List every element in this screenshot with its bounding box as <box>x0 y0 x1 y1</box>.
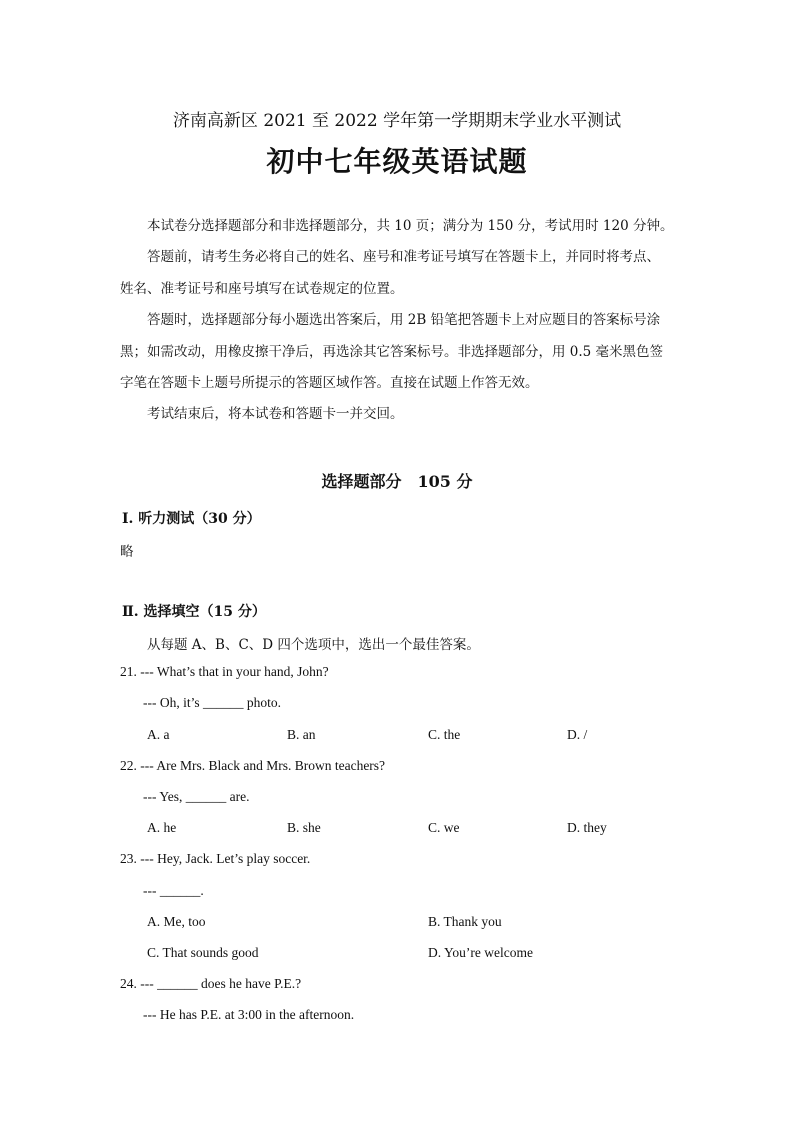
part2-heading: Ⅱ. 选择填空（15 分） <box>122 604 266 620</box>
part1-content: 略 <box>120 544 134 560</box>
question-prompt: 23. --- Hey, Jack. Let’s play soccer. <box>120 851 311 866</box>
option-a: A. Me, too <box>147 914 206 929</box>
option-b: B. she <box>287 820 321 835</box>
option-c: C. the <box>428 727 461 742</box>
question-prompt: 24. --- ______ does he have P.E.? <box>120 976 302 991</box>
exam-subtitle: 济南高新区 2021 至 2022 学年第一学期期末学业水平测试 <box>172 111 622 131</box>
instruction-line: 黑；如需改动，用橡皮擦干净后，再选涂其它答案标号。非选择题部分，用 0.5 毫米黑色签 <box>120 344 664 360</box>
question-response: --- Oh, it’s ______ photo. <box>143 695 281 710</box>
instruction-line: 答题时，选择题部分每小题选出答案后，用 2B 铅笔把答题卡上对应题目的答案标号涂 <box>147 312 661 328</box>
option-d: D. You’re welcome <box>428 945 533 960</box>
instruction-line: 字笔在答题卡上题号所提示的答题区域作答。直接在试题上作答无效。 <box>120 375 539 391</box>
option-c: C. That sounds good <box>147 945 259 960</box>
option-d: D. / <box>567 727 588 742</box>
option-c: C. we <box>428 820 460 835</box>
part2-direction: 从每题 A、B、C、D 四个选项中，选出一个最佳答案。 <box>147 637 480 653</box>
question-response: --- He has P.E. at 3:00 in the afternoon. <box>143 1007 355 1022</box>
question-response: --- ______. <box>143 883 204 898</box>
part1-heading: Ⅰ. 听力测试（30 分） <box>122 511 261 527</box>
option-a: A. he <box>147 820 177 835</box>
instruction-line: 姓名、准考证号和座号填写在试卷规定的位置。 <box>120 281 404 297</box>
instruction-line: 考试结束后，将本试卷和答题卡一并交回。 <box>147 406 404 422</box>
question-response: --- Yes, ______ are. <box>143 789 250 804</box>
option-d: D. they <box>567 820 607 835</box>
instruction-line: 本试卷分选择题部分和非选择题部分，共 10 页；满分为 150 分，考试用时 120 分钟。 <box>147 218 674 234</box>
section-title: 选择题部分 105 分 <box>321 472 473 491</box>
option-b: B. Thank you <box>428 914 502 929</box>
option-b: B. an <box>287 727 316 742</box>
question-prompt: 21. --- What’s that in your hand, John? <box>120 664 329 679</box>
question-prompt: 22. --- Are Mrs. Black and Mrs. Brown teachers? <box>120 758 386 773</box>
exam-title: 初中七年级英语试题 <box>266 145 528 178</box>
instruction-line: 答题前，请考生务必将自己的姓名、座号和准考证号填写在答题卡上，并同时将考点、 <box>147 249 660 265</box>
option-a: A. a <box>147 727 170 742</box>
